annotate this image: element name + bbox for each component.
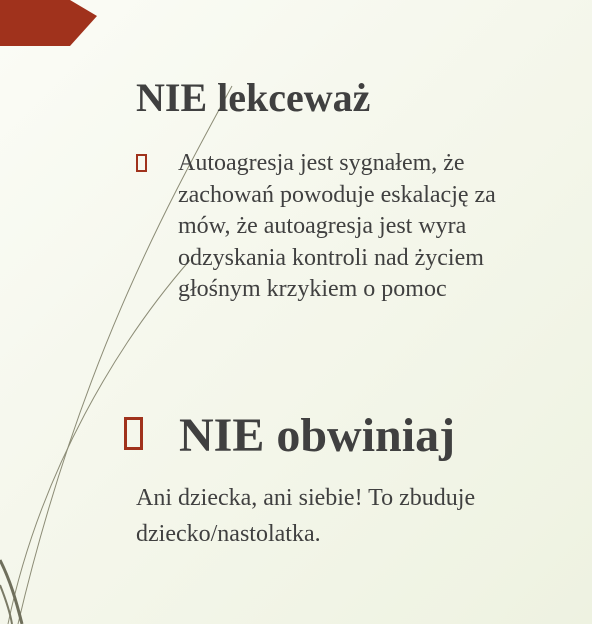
- paragraph-text: [136, 480, 592, 552]
- bullet-line: Autoagresja jest sygnałem, że: [178, 150, 465, 176]
- square-bullet-icon: [124, 417, 143, 450]
- bullet-line: mów, że autoagresja jest wyra: [178, 213, 467, 239]
- bullet-line: odzyskania kontroli nad życiem: [178, 244, 484, 271]
- bullet-text: [178, 148, 592, 306]
- heading-nie-obwiniaj-row: [124, 404, 592, 468]
- heading-nie-obwiniaj: NIE obwiniaj: [179, 409, 456, 462]
- heading-nie-lekcewaz: NIE lekceważ: [136, 75, 371, 120]
- paragraph-line: dziecko/nastolatka.: [136, 521, 321, 547]
- bullet-line: zachowań powoduje eskalację za: [178, 181, 496, 208]
- bullet-item: [136, 148, 592, 338]
- paragraph-line: Ani dziecka, ani siebie! To zbuduje: [136, 485, 476, 511]
- square-bullet-icon: [136, 154, 147, 172]
- bullet-line: głośnym krzykiem o pomoc: [178, 276, 447, 302]
